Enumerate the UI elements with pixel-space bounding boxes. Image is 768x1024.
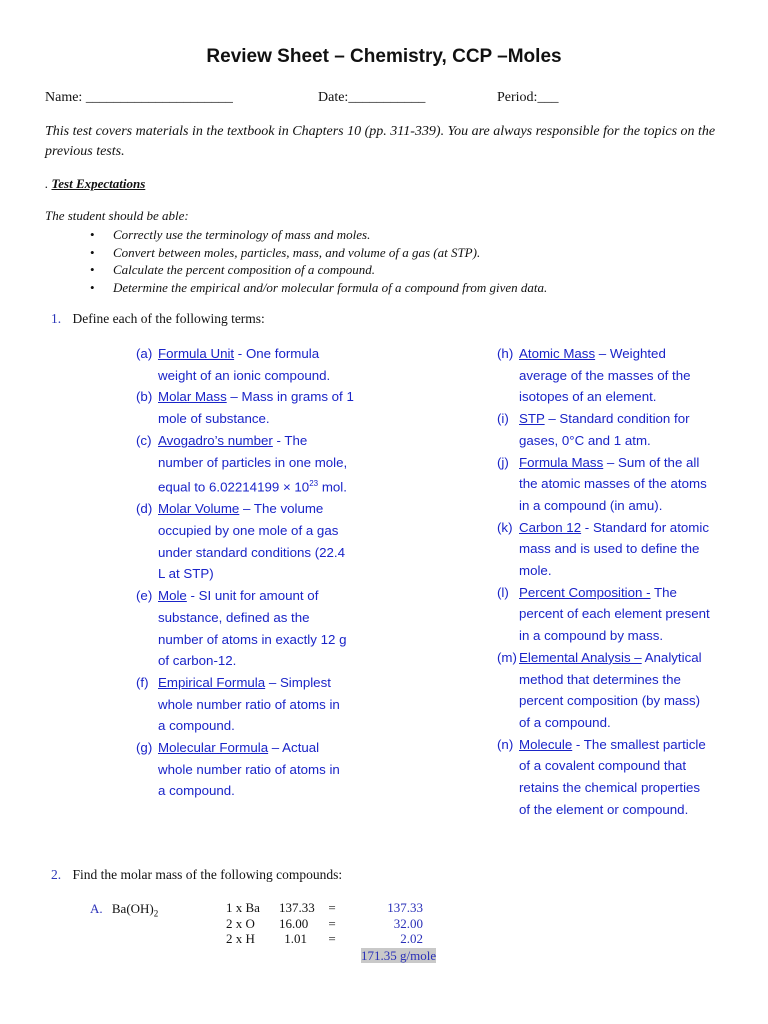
term-body [158,386,362,429]
compound-a [90,901,158,919]
term-definition [497,343,725,408]
term-definition-line: percent of each element present [519,606,710,622]
term-definition-line: under standard conditions (22.4 [158,544,346,560]
calc-count: 2 x H [226,931,255,946]
calc-row [226,916,436,932]
term-definition-line: number of particles in one mole, [158,454,348,470]
term-definition [136,585,362,672]
term-label: (e) [136,588,153,604]
term-definition-line: gases, 0°C and 1 atm. [519,432,651,448]
term-separator: - [272,432,285,448]
list-item [90,226,547,244]
name-field-label: Name: _____________________ [45,90,233,105]
term-definition-line: One formula [245,346,320,361]
term-body [158,430,362,499]
term-definition-line: method that determines the [519,671,681,687]
term-body [158,498,362,585]
calc-row [226,900,436,916]
term-body [519,734,725,821]
expectations-title: Test Expectations [51,176,146,191]
term-body [519,343,725,408]
term-definition [136,498,362,585]
term-definition-line: in a compound by mass. [519,628,664,644]
term-body [519,408,725,451]
term-definition-line: the atomic masses of the atoms [519,476,707,492]
term-definition [136,737,362,802]
term-definition [497,582,725,647]
term-definition-line: Weighted [609,346,666,361]
question-text: Find the molar mass of the following compounds: [72,867,343,882]
term-definition-line: Standard for atomic [592,519,709,535]
term-body [519,452,725,517]
term-definition-line: mass and is used to define the [519,541,700,557]
term-label: (l) [497,584,509,600]
calc-mass: 16.00 [279,915,309,931]
term-body [519,647,725,734]
molar-mass-total: 171.35 g/mole [361,947,437,963]
term-name: Molecule [519,736,573,752]
term-definition-line: of carbon-12. [158,653,237,669]
term-body [519,517,725,582]
term-name: Carbon 12 [519,519,582,535]
term-definition [497,647,725,734]
term-definition-line: Simplest [279,674,331,690]
expectations-heading [45,176,145,192]
term-definition [497,517,725,582]
term-body [158,585,362,672]
page-title: Review Sheet – Chemistry, CCP –Moles [206,46,562,67]
term-separator: - [234,346,246,361]
exponent: 23 [309,479,319,489]
term-definition-line: Actual [282,740,320,756]
term-definition-line: isotopes of an element. [519,389,657,405]
term-label: (m) [497,649,517,665]
term-separator: – [544,411,560,427]
term-name: Elemental Analysis – [519,649,642,665]
term-definition-line: Standard condition for [559,411,690,427]
calc-eq: = [328,915,336,931]
term-definition [136,386,362,429]
term-definition-line: weight of an ionic compound. [158,367,331,383]
list-item-text: Correctly use the terminology of mass and moles. [113,227,371,242]
term-label: (d) [136,501,153,517]
term-definition-line: The volume [253,501,324,517]
term-label: (n) [497,736,514,752]
term-definition-line: mole of substance. [158,411,270,427]
term-name: Avogadro’s number [158,432,273,448]
calc-eq: = [328,900,336,915]
calc-row [226,931,436,947]
term-name: Empirical Formula [158,674,266,690]
term-label: (h) [497,346,514,361]
term-definition-line: The smallest particle [583,736,706,752]
term-definition-line: average of the masses of the [519,367,691,383]
term-name: Mole [158,588,187,604]
period-field-label: Period:___ [497,90,559,105]
compound-formula: $Ba(OH)_2$ [111,901,159,919]
term-definition-line: of a compound. [519,714,611,730]
bullet-glyph: • [90,279,95,295]
term-definition-line: retains the chemical properties [519,780,701,796]
term-label: (a) [136,346,153,361]
date-field-label: Date:___________ [318,90,426,105]
term-definition-line: of the element or compound. [519,801,689,817]
term-definition-line: Analytical [644,649,702,665]
calc-result: 2.02 [400,931,423,946]
term-definition-line: of a covalent compound that [519,758,687,774]
term-name: Molar Volume [158,501,240,517]
list-item-text: Determine the empirical and/or molecular formula of a compound from given data. [113,279,548,295]
question-number: 2. [51,867,62,882]
intro-paragraph: This test covers materials in the textbook in Chapters 10 (pp. 311-339). You are always responsible for the topics on the previous tests. [45,124,716,159]
expectations-prefix: . [45,176,52,191]
question-number: 1. [51,311,62,326]
term-definition-line: substance, defined as the [158,609,310,625]
term-definition-line: a compound. [158,783,235,799]
term-label: (i) [497,411,509,427]
term-definition [136,430,362,499]
term-definition-line: a compound. [158,718,235,734]
term-label: (j) [497,454,509,470]
term-body [519,582,725,647]
term-label: (b) [136,389,153,405]
list-item [90,279,547,297]
term-name: Molecular Formula [158,740,269,756]
term-definition-line: equal to 6.02214199 × 10 [158,479,310,495]
term-name: Percent Composition - [519,584,651,600]
list-item-text: Convert between moles, particles, mass, and volume of a gas (at STP). [113,244,481,260]
term-definition-line: whole number ratio of atoms in [158,761,340,777]
calc-result: 137.33 [387,900,423,915]
term-definition [136,343,362,386]
bullet-glyph: • [90,262,95,277]
question-text: Define each of the following terms: [72,311,265,326]
bullet-glyph: • [90,244,95,260]
term-separator: – [595,346,610,361]
term-definition-line: percent composition (by mass) [519,693,701,709]
term-label: (c) [136,432,152,448]
term-label: (k) [497,519,513,535]
term-body [158,343,362,386]
bullet-glyph: • [90,227,95,242]
term-definition-line: number of atoms in exactly 12 g [158,631,347,647]
term-name: Atomic Mass [519,346,596,361]
calc-mass: 1.01 [284,931,307,946]
term-name: STP [519,411,545,427]
question-2 [51,867,342,883]
term-separator: - [572,736,584,752]
calc-eq: = [328,931,336,946]
term-definition [497,734,725,821]
term-name: Formula Unit [158,346,235,361]
term-label: (g) [136,740,153,756]
term-label: (f) [136,674,149,690]
item-label: A. [90,901,103,916]
term-separator: - [186,588,199,604]
calc-mass: 137.33 [279,900,315,915]
list-item [90,244,547,262]
term-definition-line: Sum of the all [618,454,700,470]
term-definition-line: The [654,584,677,600]
molar-mass-calculation [226,900,436,964]
terms-right-column [497,343,725,820]
term-definition-line: Mass in grams of 1 [241,389,354,405]
term-definition-line: in a compound (in amu). [519,497,663,513]
term-separator: – [239,501,254,517]
calc-result: 32.00 [393,915,423,931]
term-definition [497,408,725,451]
term-definition-unit: mol. [318,479,347,495]
term-definition [497,452,725,517]
term-name: Molar Mass [158,389,227,405]
term-body [158,672,362,737]
expectations-lead: The student should be able: [45,208,189,223]
term-definition-line: SI unit for amount of [198,588,319,604]
question-1 [51,311,265,327]
expectations-list [90,226,547,296]
term-separator: – [603,454,619,470]
list-item [90,261,547,279]
term-body [158,737,362,802]
term-definition [136,672,362,737]
term-definition-line: occupied by one mole of a gas [158,523,339,539]
term-definition-line: whole number ratio of atoms in [158,696,340,712]
calc-count: 1 x Ba [226,900,260,915]
term-separator: – [226,389,242,405]
term-separator: – [268,740,283,756]
term-separator: - [581,519,593,535]
term-definition-line: The [284,432,308,448]
terms-left-column [136,343,362,802]
term-name: Formula Mass [519,454,604,470]
term-separator: – [265,674,280,690]
term-definition-line: L at STP) [158,566,214,582]
term-definition-line: mole. [519,563,552,579]
list-item-text: Calculate the percent composition of a compound. [113,262,375,277]
calc-count: 2 x O [226,915,255,931]
